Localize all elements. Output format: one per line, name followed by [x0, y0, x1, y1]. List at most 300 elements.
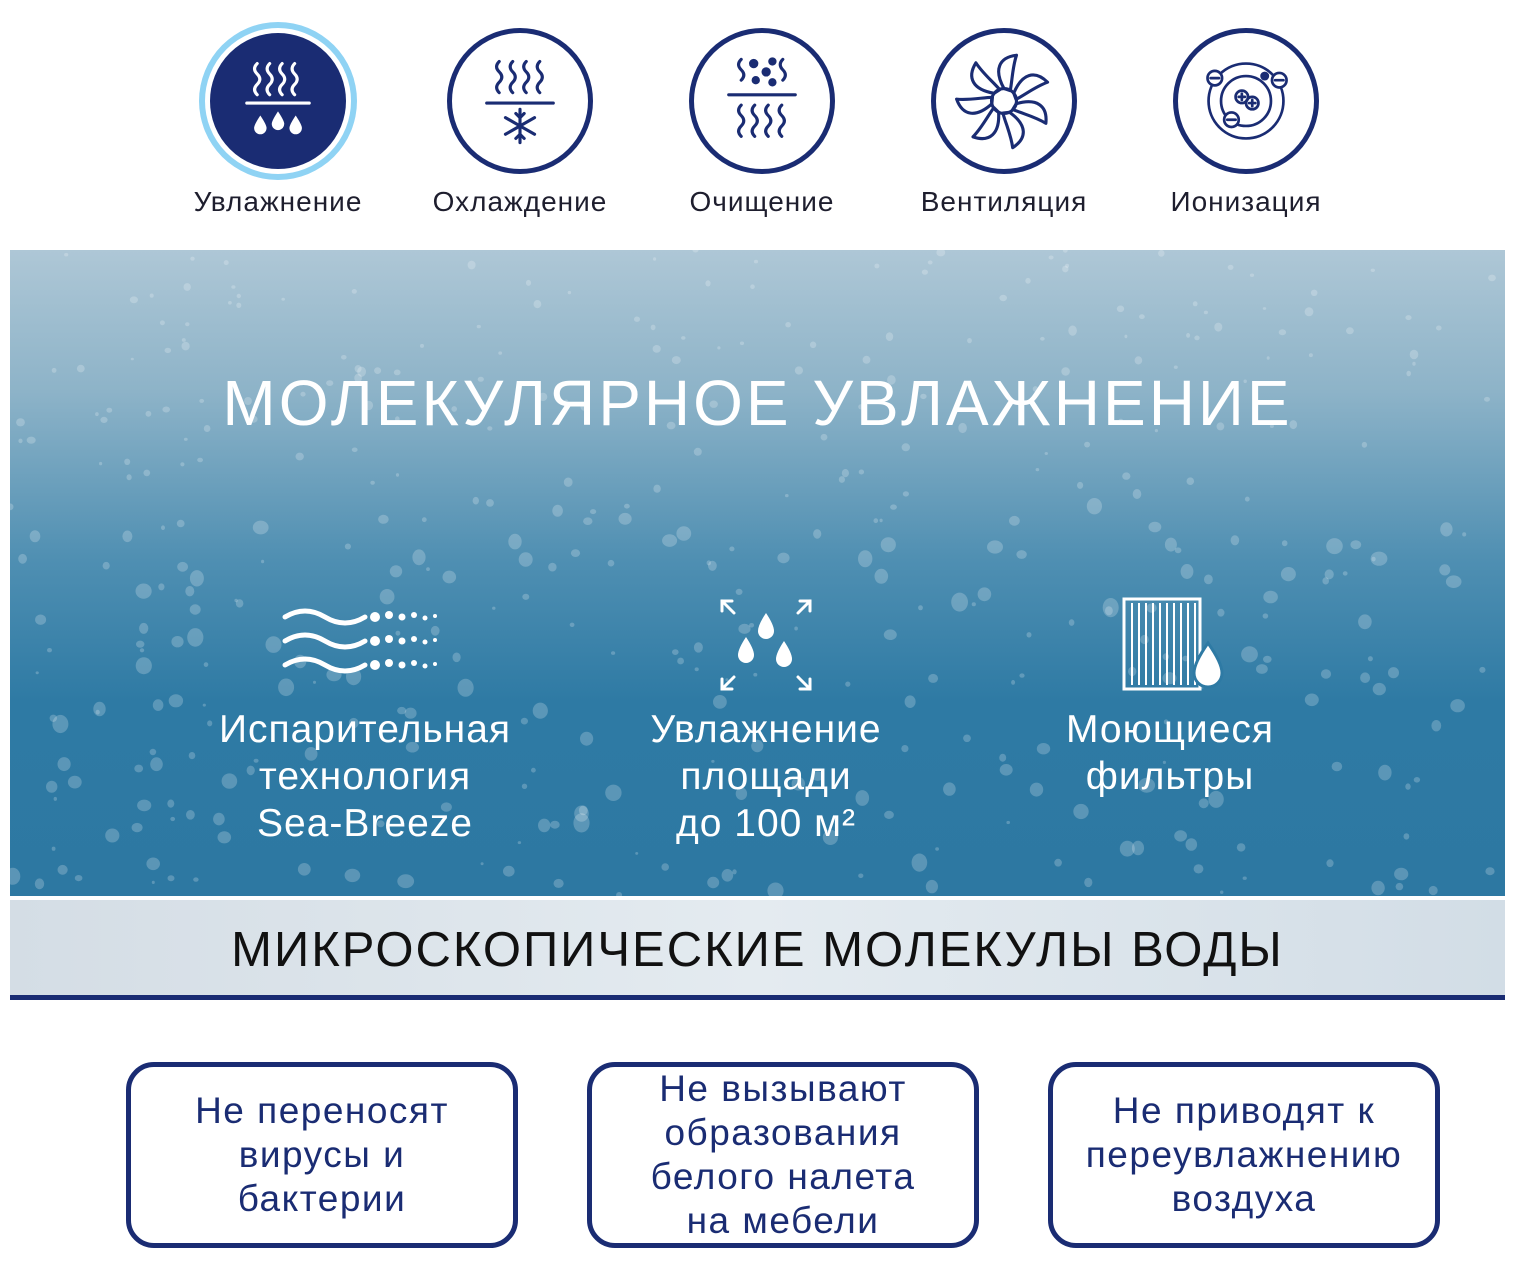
water-drop	[1068, 326, 1077, 336]
water-drop	[443, 571, 457, 584]
water-drop	[693, 250, 699, 253]
water-drop	[136, 657, 152, 674]
water-drop	[1250, 274, 1254, 277]
water-drop	[1231, 535, 1240, 545]
water-drop	[150, 749, 157, 755]
mode-selector	[0, 0, 1515, 240]
washable-filter-icon	[1110, 595, 1230, 695]
water-drop	[498, 351, 502, 354]
water-drop	[1122, 472, 1130, 479]
water-drop	[1084, 878, 1092, 887]
water-drop	[140, 648, 144, 652]
water-drop	[785, 494, 789, 497]
water-drop	[75, 875, 83, 881]
water-drop	[167, 800, 174, 808]
mode-purification[interactable]	[642, 28, 882, 218]
water-drop	[1084, 442, 1090, 448]
water-drop	[717, 346, 720, 349]
water-drop	[190, 257, 194, 261]
water-drop	[237, 294, 241, 298]
water-drop	[52, 847, 56, 851]
water-drop	[131, 358, 134, 361]
water-drop	[963, 735, 971, 743]
water-drop	[672, 356, 681, 364]
water-drop	[928, 260, 933, 264]
water-drop	[177, 520, 185, 528]
water-drop	[1326, 538, 1343, 554]
feature-filters	[980, 595, 1360, 800]
water-drop	[352, 289, 357, 294]
benefit-line: на мебели	[686, 1200, 880, 1241]
water-drop	[1181, 564, 1194, 579]
water-drop	[1228, 265, 1234, 270]
water-drop	[1263, 307, 1266, 310]
water-drop	[590, 509, 596, 514]
mode-humidification-circle	[205, 28, 351, 174]
water-drop	[231, 285, 235, 289]
water-drop	[1405, 315, 1411, 320]
water-drop	[1436, 326, 1442, 331]
water-drop	[1186, 333, 1190, 338]
water-drop	[1243, 877, 1247, 880]
water-drop	[1009, 516, 1020, 526]
water-drop	[571, 549, 580, 557]
water-drop	[124, 459, 130, 465]
benefit-line: Не приводят к	[1112, 1090, 1376, 1131]
water-drop	[1220, 891, 1223, 894]
water-drop	[190, 570, 204, 586]
water-drops-expand-icon	[716, 595, 816, 695]
feature-text	[576, 706, 956, 847]
water-drop	[653, 345, 661, 353]
water-drop	[1281, 567, 1296, 581]
water-drop	[967, 338, 972, 343]
evaporation-waves-icon	[275, 595, 455, 695]
water-drop	[1429, 886, 1438, 895]
water-drop	[635, 852, 638, 855]
benefit-card	[1048, 1062, 1440, 1248]
water-drop	[54, 797, 57, 801]
water-drop	[1186, 838, 1198, 851]
water-drop	[261, 560, 264, 564]
benefit-text	[195, 1089, 449, 1221]
water-drop	[902, 443, 910, 451]
feature-text	[980, 706, 1360, 800]
benefit-line: Не вызывают	[659, 1068, 907, 1109]
feature-line: Испарительная	[218, 708, 512, 751]
water-drop	[608, 560, 615, 567]
water-drop	[160, 320, 165, 325]
water-drop	[1194, 336, 1199, 341]
water-drop	[184, 283, 191, 291]
water-drop	[810, 342, 816, 349]
mode-purification-circle	[689, 28, 835, 174]
water-drop	[813, 529, 821, 539]
water-drop	[912, 854, 928, 872]
water-drop	[1045, 452, 1048, 455]
water-drop	[1368, 656, 1373, 661]
water-drop	[1245, 497, 1250, 502]
water-drop	[10, 503, 14, 510]
water-drop	[1372, 557, 1376, 562]
water-drop	[740, 342, 744, 346]
water-drop	[1279, 329, 1286, 335]
water-drop	[859, 470, 864, 475]
water-drop	[858, 550, 872, 567]
water-drop	[880, 519, 883, 523]
water-drop	[1193, 301, 1198, 306]
water-drop	[1282, 540, 1288, 546]
water-drop	[1446, 575, 1462, 588]
water-drop	[146, 858, 160, 871]
water-drop	[874, 264, 879, 269]
benefit-line: белого налета	[650, 1156, 916, 1197]
mode-label: Очищение	[689, 186, 835, 217]
water-drop	[46, 781, 57, 793]
water-drop	[1396, 883, 1404, 890]
water-drop	[1450, 699, 1465, 712]
water-drop	[503, 866, 515, 877]
water-drop	[253, 521, 269, 535]
water-drop	[583, 517, 592, 525]
water-drop	[352, 448, 358, 453]
section-band	[10, 900, 1505, 1000]
water-drop	[93, 702, 105, 716]
water-drop	[68, 776, 82, 789]
water-drop	[130, 296, 138, 303]
water-drop	[1204, 311, 1208, 315]
feature-area	[576, 595, 956, 847]
feature-evaporation	[175, 595, 555, 847]
water-drop	[36, 671, 39, 674]
water-drop	[1373, 683, 1386, 695]
water-drop	[1204, 575, 1213, 585]
water-drop	[177, 562, 188, 572]
water-drop	[619, 513, 632, 525]
water-drop	[1350, 540, 1361, 549]
water-drop	[1063, 250, 1068, 253]
mode-label: Ионизация	[1170, 186, 1322, 217]
water-drop	[197, 458, 203, 463]
water-drop	[473, 497, 479, 505]
water-drop	[161, 525, 165, 530]
water-drop	[1404, 833, 1410, 839]
water-drop	[58, 865, 68, 875]
water-drop	[236, 303, 241, 308]
mode-label: Вентиляция	[920, 186, 1088, 217]
water-drop	[839, 476, 845, 483]
water-drop	[1326, 859, 1333, 867]
water-drop	[1439, 564, 1450, 575]
water-drop	[30, 530, 41, 542]
water-drop	[754, 260, 758, 264]
mode-label: Увлажнение	[193, 186, 363, 217]
water-drop	[1135, 356, 1143, 364]
water-drop	[1414, 777, 1420, 783]
water-drop	[936, 250, 945, 256]
water-drop	[651, 325, 656, 331]
water-drop	[785, 322, 791, 327]
fan-icon	[952, 49, 1056, 153]
water-drop	[1087, 498, 1102, 514]
water-drop	[1362, 442, 1367, 448]
feature-line: до 100 м²	[676, 802, 856, 845]
water-drop	[564, 478, 573, 487]
water-drop	[122, 531, 132, 543]
water-drop	[1132, 841, 1144, 856]
water-drop	[568, 291, 571, 294]
water-drop	[481, 862, 484, 865]
water-drop	[616, 892, 622, 896]
water-drop	[1360, 672, 1370, 683]
water-drop	[1267, 356, 1270, 360]
benefit-line: вирусы и	[238, 1134, 406, 1175]
water-drop	[136, 641, 144, 648]
water-drop	[653, 485, 660, 493]
benefit-text	[1086, 1089, 1402, 1221]
water-drop	[903, 491, 909, 496]
water-drop	[224, 260, 229, 265]
benefit-line: воздуха	[1171, 1178, 1317, 1219]
water-drop	[10, 868, 20, 885]
water-drop	[661, 863, 669, 871]
water-drop	[18, 554, 27, 564]
water-drop	[1431, 720, 1441, 731]
water-drop	[972, 602, 976, 606]
water-drop	[1054, 859, 1062, 867]
water-drop	[1149, 522, 1162, 533]
water-drop	[1133, 489, 1142, 499]
water-drop	[1378, 765, 1391, 781]
water-drop	[662, 534, 677, 547]
water-drop	[1139, 314, 1145, 319]
water-drop	[1462, 532, 1466, 536]
water-drop	[508, 534, 521, 550]
water-drop	[519, 552, 533, 566]
water-drop	[1016, 550, 1026, 559]
water-drop	[624, 504, 630, 509]
water-drop	[99, 462, 102, 465]
water-drop	[193, 877, 198, 881]
water-drop	[150, 294, 154, 298]
water-drop	[1405, 783, 1410, 789]
water-drop	[378, 515, 389, 524]
benefit-card	[126, 1062, 518, 1248]
water-drop	[1394, 868, 1408, 881]
hero-banner	[10, 250, 1505, 896]
water-drop	[96, 710, 100, 715]
water-drop	[1073, 804, 1088, 819]
water-drop	[422, 517, 427, 522]
hero-title: МОЛЕКУЛЯРНОЕ УВЛАЖНЕНИЕ	[222, 367, 1293, 439]
band-title: МИКРОСКОПИЧЕСКИЕ МОЛЕКУЛЫ ВОДЫ	[231, 923, 1284, 977]
water-drop	[777, 553, 789, 564]
feature-line: Моющиеся	[1065, 708, 1275, 751]
water-drop	[35, 615, 46, 625]
mode-cooling[interactable]	[400, 28, 640, 218]
water-drop	[1346, 327, 1354, 334]
purification-icon	[710, 49, 814, 153]
water-drop	[1124, 335, 1127, 339]
water-drop	[47, 648, 52, 652]
water-drop	[477, 325, 481, 328]
water-drop	[999, 295, 1007, 301]
water-drop	[1305, 307, 1314, 316]
water-drop	[150, 757, 163, 771]
water-drop	[858, 874, 863, 879]
water-drop	[863, 356, 871, 364]
water-drop	[874, 518, 879, 523]
water-drop	[1309, 353, 1313, 357]
water-drop	[341, 355, 347, 360]
water-drop	[1117, 306, 1124, 313]
water-drop	[152, 881, 155, 884]
water-drop	[486, 499, 494, 507]
water-drop	[137, 800, 151, 812]
water-drop	[552, 505, 563, 517]
benefit-line: образования	[664, 1112, 902, 1153]
water-drop	[1322, 577, 1329, 584]
water-drop	[134, 765, 143, 773]
water-drop	[886, 332, 893, 341]
water-drop	[881, 537, 896, 552]
water-drop	[1311, 290, 1318, 296]
mode-humidification[interactable]	[158, 28, 398, 218]
water-drop	[168, 875, 175, 881]
water-drop	[1165, 538, 1177, 552]
water-drop	[1485, 867, 1494, 875]
water-drop	[750, 284, 755, 289]
ionization-icon	[1194, 49, 1298, 153]
water-drop	[1388, 667, 1399, 678]
water-drop	[390, 565, 402, 577]
water-drop	[370, 481, 375, 485]
feature-line: площади	[680, 755, 852, 798]
mode-cooling-circle	[447, 28, 593, 174]
benefit-line: бактерии	[237, 1178, 407, 1219]
water-drop	[534, 300, 542, 308]
water-drop	[1158, 250, 1164, 257]
water-drop	[694, 448, 702, 456]
benefit-line: Не переносят	[195, 1090, 449, 1131]
water-drop	[296, 453, 304, 461]
water-drop	[634, 317, 640, 322]
humidification-icon	[226, 49, 330, 153]
water-drop	[1036, 468, 1040, 471]
water-drop	[1410, 350, 1419, 360]
water-drop	[842, 469, 849, 477]
water-drop	[103, 562, 110, 570]
water-drop	[1025, 278, 1030, 284]
water-drop	[554, 879, 564, 888]
water-drop	[426, 567, 430, 571]
water-drop	[143, 470, 150, 477]
water-drop	[1343, 571, 1348, 575]
water-drop	[1371, 881, 1384, 895]
water-drop	[729, 547, 734, 552]
benefit-line: переувлажнению	[1085, 1134, 1403, 1175]
water-drop	[180, 462, 184, 466]
water-drop	[707, 877, 719, 888]
water-drop	[412, 549, 425, 565]
water-drop	[1049, 256, 1054, 260]
water-drop	[890, 504, 897, 509]
water-drop	[935, 847, 939, 850]
water-drop	[1440, 522, 1452, 536]
water-drop	[707, 560, 711, 565]
water-drop	[570, 623, 575, 627]
water-drop	[1371, 269, 1375, 272]
water-drop	[228, 301, 232, 305]
water-drop	[105, 829, 119, 843]
water-drop	[139, 623, 148, 634]
water-drop	[1040, 337, 1045, 341]
mode-ventilation[interactable]	[884, 28, 1124, 218]
water-drop	[345, 544, 351, 550]
water-drop	[1194, 864, 1204, 873]
water-drop	[653, 257, 656, 261]
water-drop	[127, 474, 132, 480]
water-drop	[875, 569, 889, 584]
benefit-text	[651, 1067, 916, 1243]
feature-text	[175, 706, 555, 847]
feature-line: Sea-Breeze	[257, 802, 473, 845]
water-drop	[136, 584, 152, 599]
water-drop	[676, 526, 691, 540]
mode-label: Охлаждение	[432, 186, 608, 217]
water-drop	[153, 699, 164, 711]
mode-ionization[interactable]	[1126, 28, 1366, 218]
water-drop	[298, 863, 311, 876]
water-drop	[767, 883, 783, 897]
water-drop	[1062, 266, 1068, 273]
water-drop	[1077, 482, 1083, 489]
cooling-icon	[468, 49, 572, 153]
water-drop	[548, 563, 556, 572]
water-drop	[526, 280, 531, 286]
water-drop	[182, 338, 186, 342]
water-drop	[64, 253, 68, 256]
water-drop	[1479, 667, 1485, 673]
water-drop	[926, 880, 938, 893]
water-drop	[35, 878, 44, 889]
water-drop	[922, 270, 928, 275]
water-drop	[182, 342, 190, 351]
water-drop	[1174, 830, 1187, 841]
feature-line: Увлажнение	[650, 708, 882, 751]
water-drop	[722, 869, 734, 882]
feature-line: технология	[258, 755, 472, 798]
water-drop	[1214, 323, 1222, 332]
water-drop	[681, 336, 685, 340]
water-drop	[345, 869, 361, 882]
water-drop	[420, 344, 424, 348]
water-drop	[1358, 614, 1372, 629]
water-drop	[468, 261, 476, 270]
benefit-card	[587, 1062, 979, 1248]
water-drop	[397, 874, 414, 888]
water-drop	[132, 823, 143, 832]
water-drop	[58, 757, 71, 771]
mode-ventilation-circle	[931, 28, 1077, 174]
water-drop	[52, 715, 68, 733]
feature-line: фильтры	[1085, 755, 1255, 798]
water-drop	[165, 348, 172, 353]
water-drop	[1187, 477, 1195, 485]
water-drop	[185, 322, 189, 326]
water-drop	[987, 540, 1003, 553]
water-drop	[158, 583, 164, 590]
